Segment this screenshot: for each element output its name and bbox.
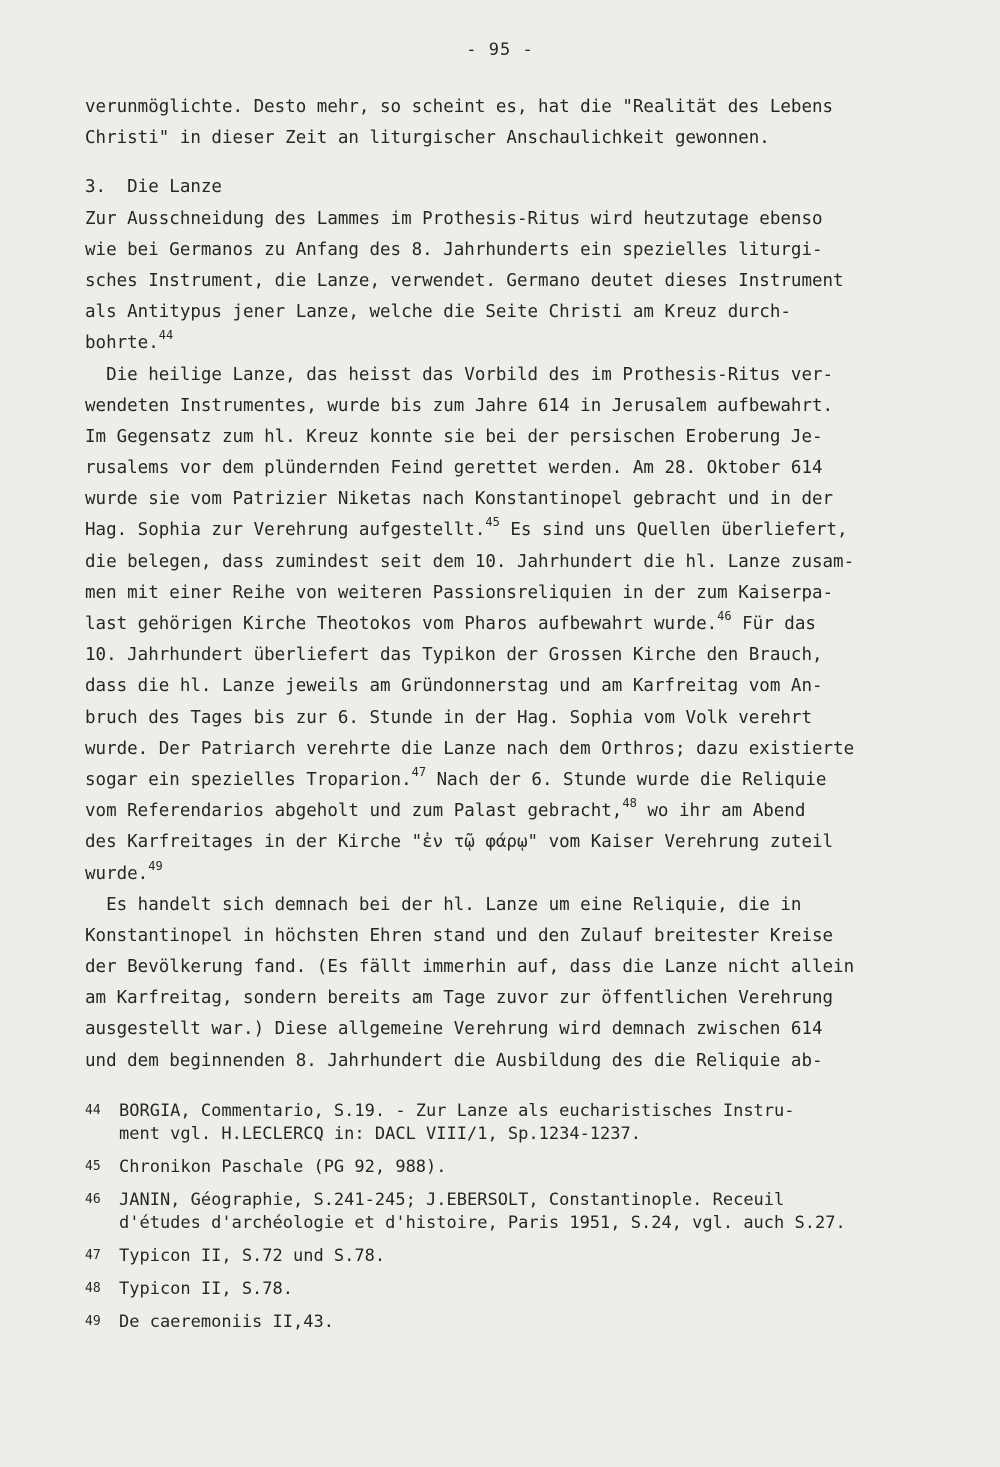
footnote-ref: 49 <box>148 858 163 873</box>
footnote-ref: 47 <box>411 764 427 779</box>
text-fragment: Hag. Sophia zur Verehrung aufgestellt. <box>85 520 486 541</box>
footnote-number: 45 <box>85 1159 101 1174</box>
footnote <box>85 1278 945 1301</box>
text-line: Christi" in dieser Zeit an liturgischer Anschaulichkeit gewonnen. <box>85 128 770 149</box>
main-text <box>85 92 925 1077</box>
text-line: Zur Ausschneidung des Lammes im Prothesis-Ritus wird heutzutage ebenso <box>85 208 823 229</box>
text-line: men mit einer Reihe von weiteren Passionsreliquien in der zum Kaiserpa- <box>85 582 834 603</box>
footnote-number: 47 <box>85 1248 101 1263</box>
text-line: am Karfreitag, sondern bereits am Tage zuvor zur öffentlichen Verehrung <box>85 988 834 1009</box>
page-number: - 95 - <box>466 40 534 60</box>
text-line: wendeten Instrumentes, wurde bis zum Jahre 614 in Jerusalem aufbewahrt. <box>85 395 834 416</box>
text-line <box>85 328 925 359</box>
footnote-number: 49 <box>85 1314 101 1329</box>
text-line: wurde. Der Patriarch verehrte die Lanze nach dem Orthros; dazu existierte <box>85 738 855 759</box>
footnote-line: Typicon II, S.78. <box>119 1279 293 1299</box>
text-line: Konstantinopel in höchsten Ehren stand und den Zulauf breitester Kreise <box>85 925 834 946</box>
text-line <box>85 515 925 546</box>
text-fragment: bohrte. <box>85 333 159 354</box>
footnote-number: 46 <box>85 1192 101 1207</box>
text-line: bruch des Tages bis zur 6. Stunde in der Hag. Sophia vom Volk verehrt <box>85 707 812 728</box>
text-fragment: Es sind uns Quellen überliefert, <box>499 520 848 541</box>
footnote-ref: 44 <box>158 328 174 343</box>
footnote-number: 44 <box>85 1103 101 1118</box>
text-line: als Antitypus jener Lanze, welche die Seite Christi am Kreuz durch- <box>85 302 791 323</box>
footnote <box>85 1311 945 1334</box>
footnote-line: De caeremoniis II,43. <box>119 1312 334 1332</box>
text-line: und dem beginnenden 8. Jahrhundert die Ausbildung des die Reliquie ab- <box>85 1050 823 1071</box>
text-line: dass die hl. Lanze jeweils am Gründonnerstag und am Karfreitag vom An- <box>85 676 823 697</box>
text-line: der Bevölkerung fand. (Es fällt immerhin auf, dass die Lanze nicht allein <box>85 957 855 978</box>
text-line: ausgestellt war.) Diese allgemeine Verehrung wird demnach zwischen 614 <box>85 1019 823 1040</box>
intro-paragraph <box>85 92 925 154</box>
text-line: Im Gegensatz zum hl. Kreuz konnte sie bei der persischen Eroberung Je- <box>85 426 823 447</box>
footnote-line: d'études d'archéologie et d'histoire, Paris 1951, S.24, vgl. auch S.27. <box>119 1213 846 1233</box>
footnote-line: BORGIA, Commentario, S.19. - Zur Lanze als eucharistisches Instru- <box>119 1101 795 1121</box>
text-fragment: last gehörigen Kirche Theotokos vom Pharos aufbewahrt wurde. <box>85 614 718 634</box>
text-line: Es handelt sich demnach bei der hl. Lanze um eine Reliquie, die in <box>85 894 802 915</box>
text-line: verunmöglichte. Desto mehr, so scheint es, hat die "Realität des Lebens <box>85 97 834 117</box>
text-fragment: Für das <box>731 614 816 634</box>
footnote-line: ment vgl. H.LECLERCQ in: DACL VIII/1, Sp.1234-1237. <box>119 1124 641 1144</box>
footnote-number: 48 <box>85 1281 101 1296</box>
paragraph-1 <box>85 204 925 360</box>
text-line: wurde sie vom Patrizier Niketas nach Konstantinopel gebracht und in der <box>85 489 834 510</box>
footnote-line: Chronikon Paschale (PG 92, 988). <box>119 1157 447 1177</box>
footnotes <box>85 1100 945 1344</box>
text-fragment: wo ihr am Abend <box>636 801 806 822</box>
footnote-line: Typicon II, S.72 und S.78. <box>119 1246 386 1266</box>
text-line <box>85 796 925 827</box>
text-line <box>85 765 925 796</box>
text-fragment: Nach der 6. Stunde wurde die Reliquie <box>426 769 827 790</box>
text-line: wie bei Germanos zu Anfang des 8. Jahrhunderts ein spezielles liturgi- <box>85 239 823 260</box>
text-line: 10. Jahrhundert überliefert das Typikon der Grossen Kirche den Brauch, <box>85 645 823 666</box>
footnote-line: JANIN, Géographie, S.241-245; J.EBERSOLT, Constantinople. Receuil <box>119 1190 785 1210</box>
text-line: Die heilige Lanze, das heisst das Vorbild des im Prothesis-Ritus ver- <box>85 364 834 385</box>
text-fragment: sogar ein spezielles Troparion. <box>85 769 412 790</box>
text-line: des Karfreitages in der Kirche "ἐν τῷ φάρῳ" vom Kaiser Verehrung zuteil <box>85 832 834 853</box>
footnote <box>85 1156 945 1179</box>
section-heading: 3. Die Lanze <box>85 177 222 198</box>
footnote <box>85 1189 945 1235</box>
footnote-ref: 46 <box>717 609 732 623</box>
text-line: die belegen, dass zumindest seit dem 10. Jahrhundert die hl. Lanze zusam- <box>85 551 855 572</box>
footnote-ref: 48 <box>622 796 637 811</box>
paragraph-2 <box>85 360 925 890</box>
footnote <box>85 1245 945 1268</box>
text-fragment: wurde. <box>85 863 149 884</box>
text-fragment: vom Referendarios abgeholt und zum Palast gebracht, <box>85 801 623 822</box>
paragraph-3 <box>85 890 925 1077</box>
text-line: sches Instrument, die Lanze, verwendet. Germano deutet dieses Instrument <box>85 270 844 291</box>
footnote <box>85 1100 945 1146</box>
text-line <box>85 609 925 640</box>
footnote-ref: 45 <box>485 515 500 530</box>
text-line: rusalems vor dem plündernden Feind gerettet werden. Am 28. Oktober 614 <box>85 458 823 479</box>
text-line <box>85 859 925 890</box>
